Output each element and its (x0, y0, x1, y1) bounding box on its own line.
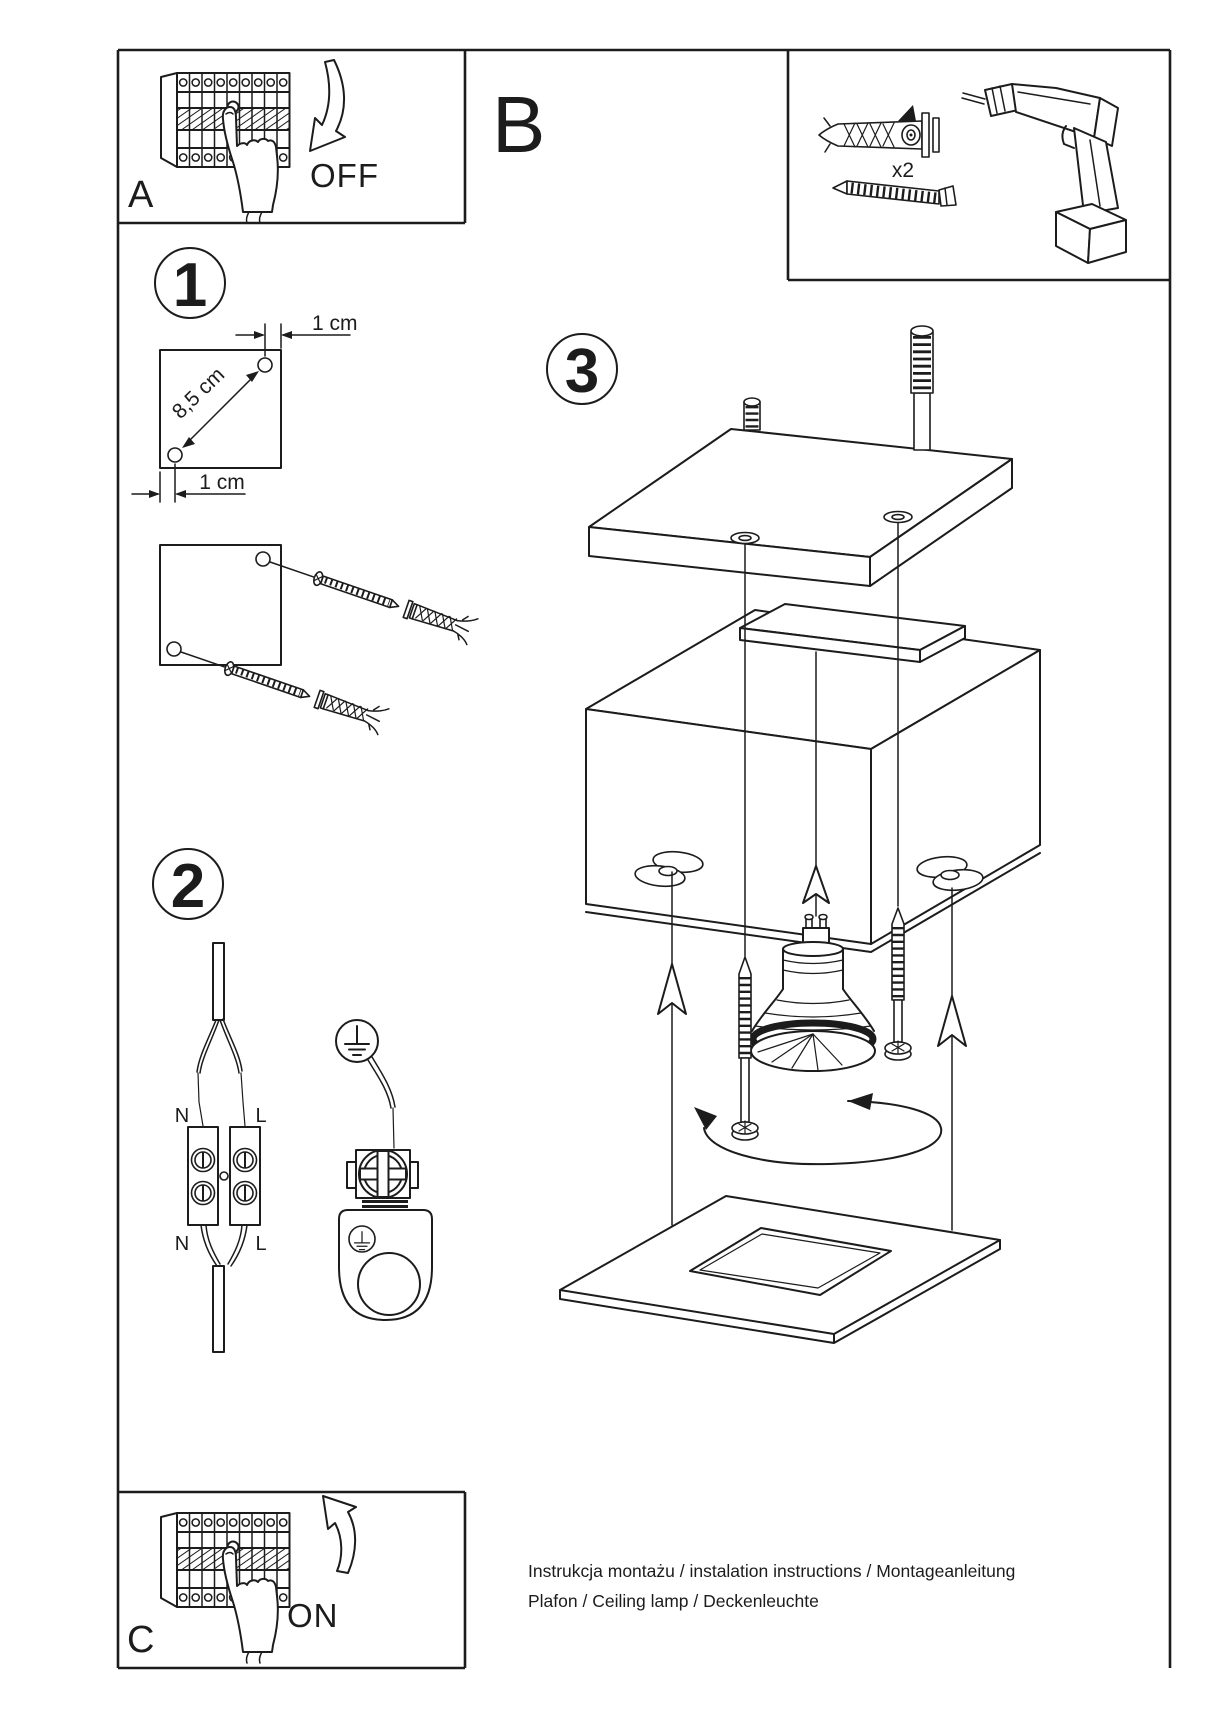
step-1 (132, 248, 478, 735)
footer (528, 1561, 1015, 1611)
bottom-dimension-label: 1 cm (199, 471, 245, 494)
anchor-template-drawing (160, 545, 478, 735)
mounting-screw-short-icon (744, 398, 760, 430)
ground-symbol-icon (336, 1020, 378, 1062)
step-2-number: 2 (170, 852, 206, 921)
on-arrow-icon (323, 1496, 356, 1573)
step-1-number: 1 (172, 251, 208, 320)
ceiling-plate-drawing (589, 326, 1012, 586)
rotation-arrow-icon (694, 1093, 941, 1164)
ground-terminal-drawing (339, 1057, 432, 1320)
marking-template-drawing (132, 312, 358, 502)
wire-label-n-bottom: N (174, 1233, 190, 1255)
panel-c-state-label: ON (287, 1597, 339, 1634)
panel-a-state-label: OFF (310, 157, 379, 194)
panel-c (127, 1496, 356, 1663)
off-arrow-icon (310, 60, 345, 151)
footer-line-2: Plafon / Ceiling lamp / Deckenleuchte (528, 1591, 819, 1611)
panel-a-label: A (128, 174, 154, 216)
wire-label-l-bottom: L (255, 1233, 267, 1255)
power-cable-drawing (197, 943, 245, 1126)
step-3 (547, 326, 1040, 1343)
drill-icon (962, 84, 1126, 263)
breaker-with-hand-drawing (161, 1513, 290, 1663)
wire-label-l-top: L (255, 1105, 267, 1127)
wire-label-n-top: N (174, 1105, 190, 1127)
terminal-block-drawing (188, 1127, 260, 1352)
breaker-with-hand-drawing (161, 73, 290, 223)
screw-icon (833, 181, 956, 206)
glass-diffuser-drawing (560, 1196, 1000, 1343)
mounting-screw-tall-icon (911, 326, 933, 450)
parts-quantity-label: x2 (891, 159, 915, 182)
top-dimension-label: 1 cm (312, 312, 358, 335)
lamp-body-drawing (586, 604, 1040, 952)
panel-a (128, 60, 379, 223)
step-3-number: 3 (564, 337, 600, 406)
diagonal-dimension-label: 8,5 cm (167, 363, 230, 424)
parts-box (819, 84, 1126, 263)
wall-plug-icon (819, 105, 939, 157)
step-2 (153, 849, 432, 1352)
section-b-label: B (492, 80, 546, 169)
footer-line-1: Instrukcja montażu / instalation instructions / Montageanleitung (528, 1561, 1016, 1581)
panel-c-label: C (127, 1619, 155, 1661)
